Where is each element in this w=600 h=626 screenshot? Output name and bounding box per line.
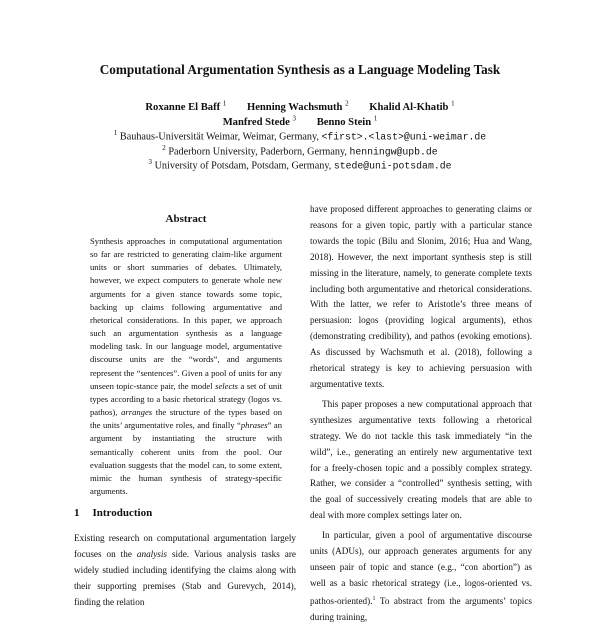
right-column-text xyxy=(310,202,532,626)
author-list-row-1 xyxy=(0,99,600,113)
author: Roxanne El Baff $^1$ xyxy=(145,99,227,113)
introduction-paragraph: Existing research on computational argumentation largely focuses on the analysis side. Various analysis tasks are widely studied including identifying the claims along with their supporting premises (Stab and Gurevych, 2014), finding the relation xyxy=(74,533,297,607)
footnote-marker[interactable]: 1 xyxy=(372,595,376,602)
email-link[interactable]: <first>.<last>@uni-weimar.de xyxy=(321,131,487,143)
abstract-heading: Abstract xyxy=(165,213,207,225)
email-link[interactable]: stede@uni-potsdam.de xyxy=(333,160,452,172)
paragraph: This paper proposes a new computational approach that synthesizes argumentative texts following a rhetorical strategy. We do not tackle this task immediately “in the wild”, i.e., generating an entirely new argumentative text for a freely-chosen topic and a possibly complex strategy. Rather, we consider a “controlled” synthesis setting, with the goal of successively creating models that are able to deal with more complex settings later on. xyxy=(310,398,532,521)
author-list-row-2 xyxy=(0,114,600,128)
author: Benno Stein $^1$ xyxy=(316,114,378,128)
paragraph: have proposed different approaches to generating claims or reasons for a given topic, partly with a particular stance towards the topic (Bilu and Slonim, 2016; Hua and Wang, 2018). However, the next important synthesis step is still missing in the literature, namely, to generate complete texts including both argumentative and rhetorical considerations. With the latter, we refer to Aristotle’s three means of persuasion: logos (providing logical arguments), ethos (demonstrating credibility), and pathos (evoking emotions). As discussed by Wachsmuth et al. (2018), following a rhetorical strategy is key to achieving persuasion with argumentative texts. xyxy=(310,204,532,389)
affiliation-1: $^1$ Bauhaus-Universität Weimar, Weimar, Germany, <first>.<last>@uni-weimar.de xyxy=(113,129,487,143)
paragraph: In particular, given a pool of argumentative discourse units (ADUs), our approach generates arguments for any unseen pair of topic and stance (e.g., “con abortion”) as well as a basic rhetorical strategy (i.e., logos-oriented vs. pathos-oriented).$^1$ To abstract from the arguments’ topics during training, xyxy=(310,530,532,622)
author: Manfred Stede $^3$ xyxy=(222,114,297,128)
affiliation-3: $^3$ University of Potsdam, Potsdam, Germany, stede@uni-potsdam.de xyxy=(148,158,452,172)
affiliation-2: $^2$ Paderborn University, Paderborn, Germany, henningw@upb.de xyxy=(162,144,438,158)
author: Khalid Al-Khatib $^1$ xyxy=(369,99,455,113)
email-link[interactable]: henningw@upb.de xyxy=(349,146,438,158)
section-heading-introduction: 1 Introduction xyxy=(74,507,153,519)
abstract-text: Synthesis approaches in computational argumentation so far are restricted to generating claim-like argument units or short summaries of debates. Ultimately, however, we expect computers to generate whole new arguments for a given stance towards some topic, backing up claims following argumentative and rhetorical considerations. In this paper, we approach such an argumentation synthesis as a language modeling task. In our language model, argumentative discourse units are the “words”, and arguments represent the “sentences”. Given a pool of units for any unseen topic-stance pair, the model selects a set of unit types according to a basic rhetorical strategy (logos vs. pathos), arranges the structure of the types based on the units’ argumentative roles, and finally “phrases” an argument by instantiating the structure with semantically coherent units from the pool. Our evaluation suggests that the model can, to some extent, mimic the human synthesis of strategy-specific arguments. xyxy=(90,236,283,496)
author: Henning Wachsmuth $^2$ xyxy=(246,99,349,113)
paper-title: Computational Argumentation Synthesis as a Language Modeling Task xyxy=(99,62,501,77)
